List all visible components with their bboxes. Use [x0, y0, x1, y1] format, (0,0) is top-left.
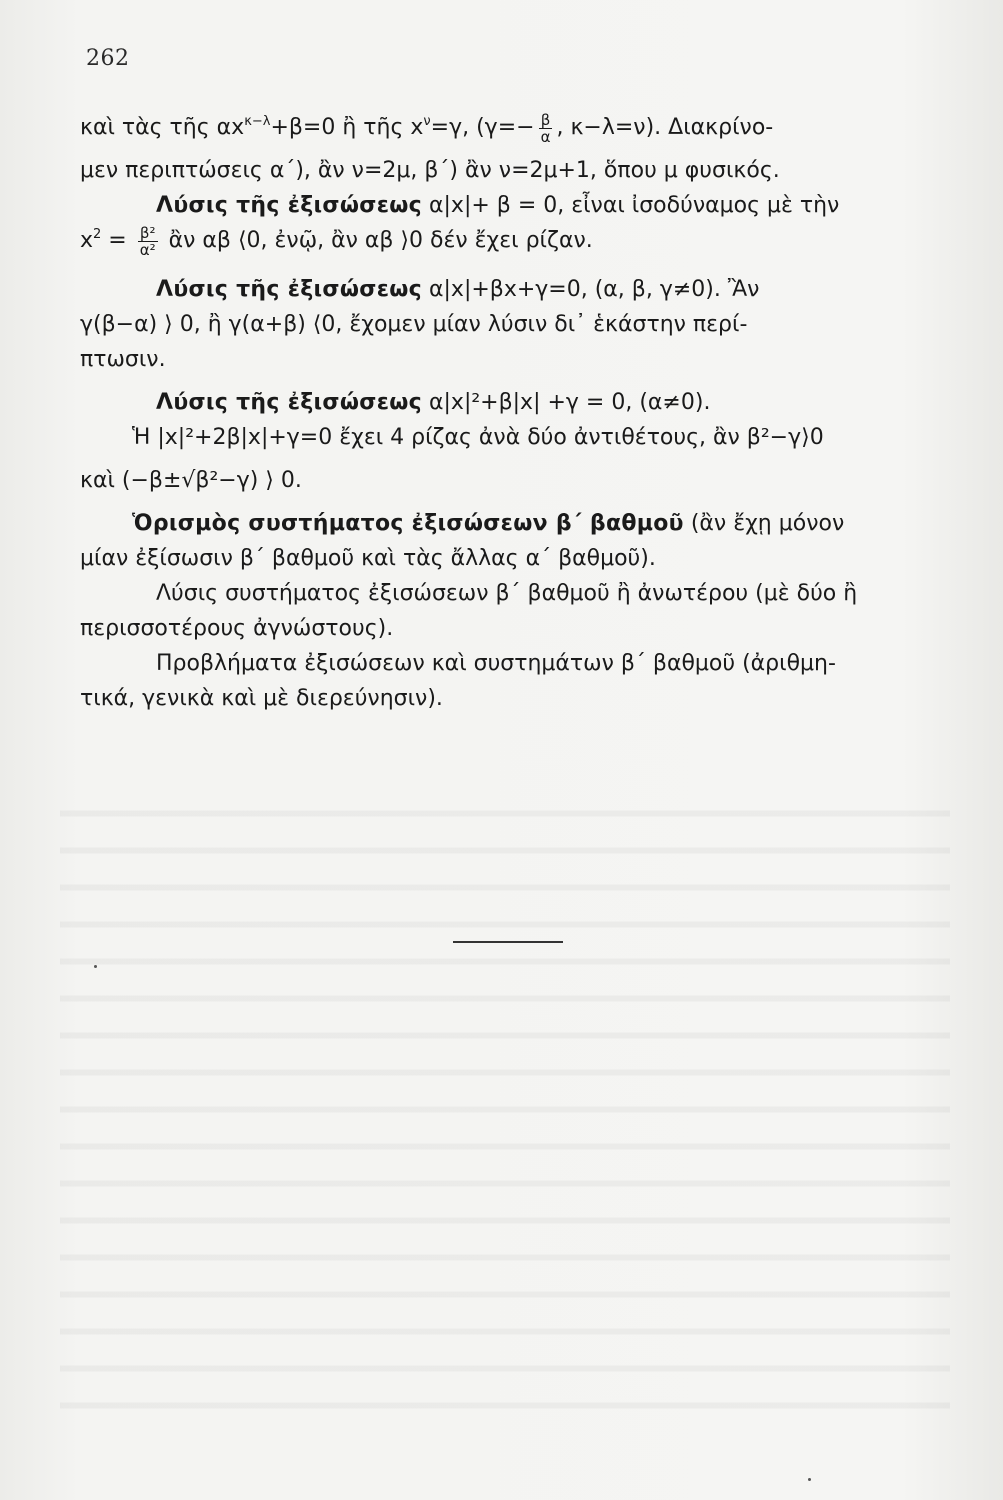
text-span: (ἂν ἔχῃ μόνον — [683, 511, 845, 536]
text-span: =γ, (γ=− — [430, 115, 535, 140]
text-line: μίαν ἐξίσωσιν β΄ βαθμοῦ καὶ τὰς ἄλλας α΄ βαθμοῦ). — [80, 546, 656, 571]
text-span: = — [101, 228, 134, 253]
text-span: α|x|+ β = 0, εἶναι ἰσοδύναμος μὲ τὴν — [422, 193, 840, 218]
text-span: +β=0 ἢ τῆς x — [270, 115, 424, 140]
text-line: γ(β−α) ⟩ 0, ἢ γ(α+β) ⟨0, ἔχομεν μίαν λύσιν δι᾽ ἑκάστην περί- — [80, 312, 748, 337]
text-line: Προβλήματα ἐξισώσεων καὶ συστημάτων β΄ βαθμοῦ (ἀριθμη- — [156, 651, 836, 676]
fraction-numerator: β² — [138, 225, 158, 242]
text-span: α|x|²+β|x| +γ = 0, (α≠0). — [422, 390, 711, 415]
text-line — [80, 272, 940, 307]
paper-speck — [94, 965, 97, 968]
section-heading: Λύσις τῆς ἐξισώσεως — [156, 277, 423, 302]
page-body — [80, 110, 940, 716]
text-line: Λύσις συστήματος ἐξισώσεων β΄ βαθμοῦ ἢ ἀνωτέρου (μὲ δύο ἢ — [156, 581, 858, 606]
superscript: ν — [423, 114, 431, 129]
text-line: Ἡ |x|²+2β|x|+γ=0 ἔχει 4 ρίζας ἀνὰ δύο ἀντιθέτους, ἂν β²−γ⟩0 — [132, 425, 824, 450]
text-line: πτωσιν. — [80, 347, 166, 372]
text-span: α|x|+βx+γ=0, (α, β, γ≠0). Ἂν — [422, 277, 760, 302]
text-line — [80, 188, 940, 223]
page-number: 262 — [86, 46, 130, 71]
text-line — [80, 506, 940, 541]
text-span: ἂν αβ ⟨0, ἐνῷ, ἂν αβ ⟩0 δέν ἔχει ρίζαν. — [161, 228, 593, 253]
paper-speck — [808, 1478, 811, 1481]
section-heading: Λύσις τῆς ἐξισώσεως — [156, 390, 423, 415]
text-span: , κ−λ=ν). Διακρίνο- — [556, 115, 774, 140]
fraction-numerator: β — [539, 112, 553, 129]
text-span: καὶ τὰς τῆς αx — [80, 115, 245, 140]
text-line: καὶ (−β±√β²−γ) ⟩ 0. — [80, 468, 302, 493]
fraction — [138, 225, 158, 258]
section-heading: Λύσις τῆς ἐξισώσεως — [156, 193, 423, 218]
fraction-denominator: α — [540, 127, 551, 146]
superscript: κ−λ — [244, 114, 271, 129]
text-span: x — [80, 228, 94, 253]
bleed-through-texture — [60, 780, 950, 1420]
text-line: περισσοτέρους ἀγνώστους). — [80, 616, 394, 641]
text-line — [80, 385, 940, 420]
superscript: 2 — [93, 227, 102, 242]
text-line — [80, 223, 940, 258]
section-divider — [453, 941, 563, 943]
section-heading: Ὁρισμὸς συστήματος ἐξισώσεων β΄ βαθμοῦ — [132, 511, 684, 536]
text-line — [80, 110, 940, 145]
fraction-denominator: α² — [139, 240, 156, 259]
text-line: τικά, γενικὰ καὶ μὲ διερεύνησιν). — [80, 686, 443, 711]
fraction — [539, 112, 553, 145]
text-line: μεν περιπτώσεις α΄), ἂν ν=2μ, β΄) ἂν ν=2μ+1, ὅπου μ φυσικός. — [80, 158, 780, 183]
